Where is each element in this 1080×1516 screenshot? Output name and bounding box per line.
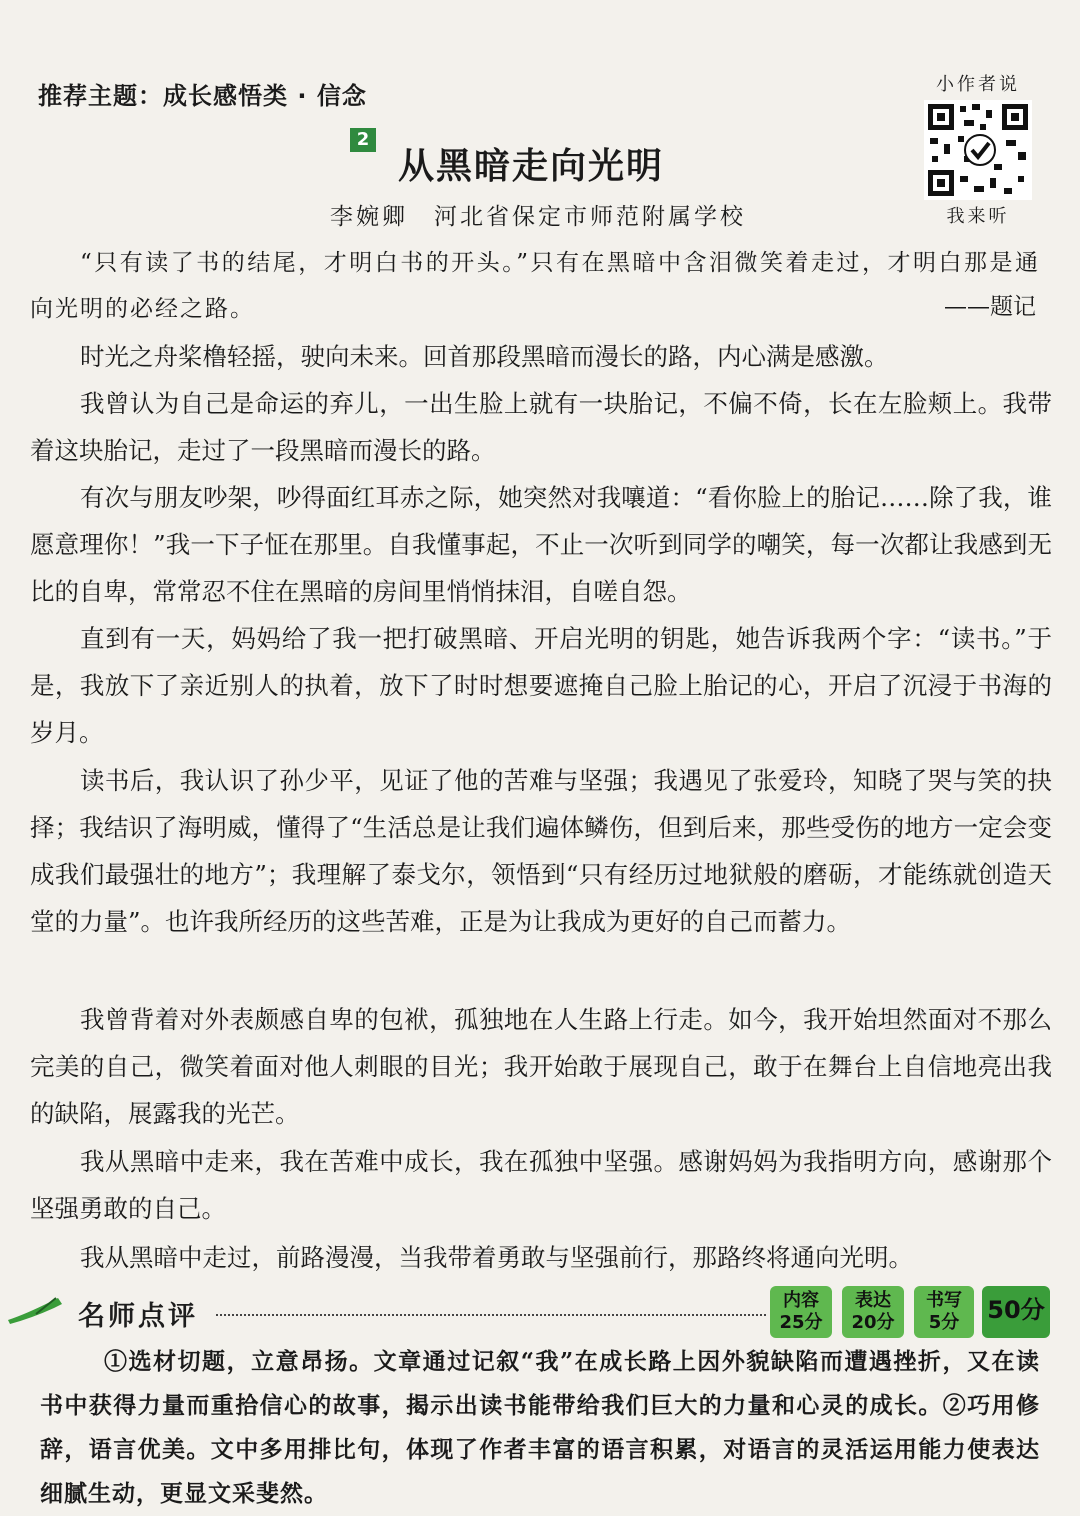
pen-icon	[6, 1294, 68, 1324]
score-points: 25分	[779, 1312, 823, 1333]
score-name: 表达	[855, 1290, 891, 1311]
score-name: 内容	[783, 1290, 819, 1311]
paragraph: 我从黑暗中走过，前路漫漫，当我带着勇敢与坚强前行，那路终将通向光明。	[80, 1243, 913, 1272]
score-writing	[914, 1286, 974, 1338]
qr-section	[918, 70, 1038, 228]
score-content	[770, 1286, 832, 1338]
paragraph: 我曾背着对外表颇感自卑的包袱，孤独地在人生路上行走。如今，我开始坦然面对不那么完美的自己，微笑着面对他人刺眼的目光；我开始敢于展现自己，敢于在舞台上自信地亮出我的缺陷，展露我的光芒。	[30, 1005, 1052, 1128]
review-title: 名师点评	[78, 1301, 198, 1332]
paragraph: 直到有一天，妈妈给了我一把打破黑暗、开启光明的钥匙，她告诉我两个字：“读书。”于是，我放下了亲近别人的执着，放下了时时想要遮掩自己脸上胎记的心，开启了沉浸于书海的岁月。	[30, 624, 1052, 747]
topic-label: 推荐主题：成长感悟类 · 信念	[38, 82, 367, 110]
paragraph: 我曾认为自己是命运的弃儿，一出生脸上就有一块胎记，不偏不倚，长在左脸颊上。我带着这块胎记，走过了一段黑暗而漫长的路。	[30, 389, 1052, 465]
score-points: 5分	[928, 1312, 960, 1333]
paragraph: 有次与朋友吵架，吵得面红耳赤之际，她突然对我嚷道：“看你脸上的胎记……除了我，谁愿意理你！”我一下子怔在那里。自我懂事起，不止一次听到同学的嘲笑，每一次都让我感到无比的自卑，常常忍不住在黑暗的房间里悄悄抹泪，自嗟自怨。	[30, 483, 1052, 606]
score-points: 20分	[851, 1312, 895, 1333]
article-title: 从黑暗走向光明	[398, 145, 665, 187]
epigraph: “只有读了书的结尾，才明白书的开头。”只有在黑暗中含泪微笑着走过，才明白那是通向光明的必经之路。	[30, 250, 1040, 322]
score-name: 书写	[926, 1290, 962, 1311]
score-expression	[842, 1286, 904, 1338]
paragraph: 读书后，我认识了孙少平，见证了他的苦难与坚强；我遇见了张爱玲，知晓了哭与笑的抉择；我结识了海明威，懂得了“生活总是让我们遍体鳞伤，但到后来，那些受伤的地方一定会变成我们最强壮的地方”；我理解了泰戈尔，领悟到“只有经历过地狱般的磨砺，才能练就创造天堂的力量”。也许我所经历的这些苦难，正是为让我成为更好的自己而蓄力。	[30, 766, 1052, 936]
score-total: 50分	[982, 1286, 1050, 1338]
paragraph: 时光之舟桨橹轻摇，驶向未来。回首那段黑暗而漫长的路，内心满是感激。	[80, 342, 889, 371]
qr-caption-top: 小作者说	[936, 74, 1020, 95]
article-number-badge: 2	[350, 128, 376, 152]
qr-code-icon[interactable]	[924, 100, 1032, 200]
review-header	[6, 1284, 1056, 1340]
qr-caption-bottom: 我来听	[946, 206, 1010, 227]
author-line: 李婉卿 河北省保定市师范附属学校	[330, 204, 746, 230]
paragraph: 我从黑暗中走来，我在苦难中成长，我在孤独中坚强。感谢妈妈为我指明方向，感谢那个坚强勇敢的自己。	[30, 1147, 1052, 1223]
epigraph-signature: ——题记	[944, 294, 1036, 320]
dotted-divider	[216, 1314, 766, 1316]
review-comment: ①选材切题，立意昂扬。文章通过记叙“我”在成长路上因外貌缺陷而遭遇挫折，又在读书中获得力量而重拾信心的故事，揭示出读书能带给我们巨大的力量和心灵的成长。②巧用修辞，语言优美。文中多用排比句，体现了作者丰富的语言积累，对语言的灵活运用能力使表达细腻生动，更显文采斐然。	[40, 1348, 1040, 1507]
